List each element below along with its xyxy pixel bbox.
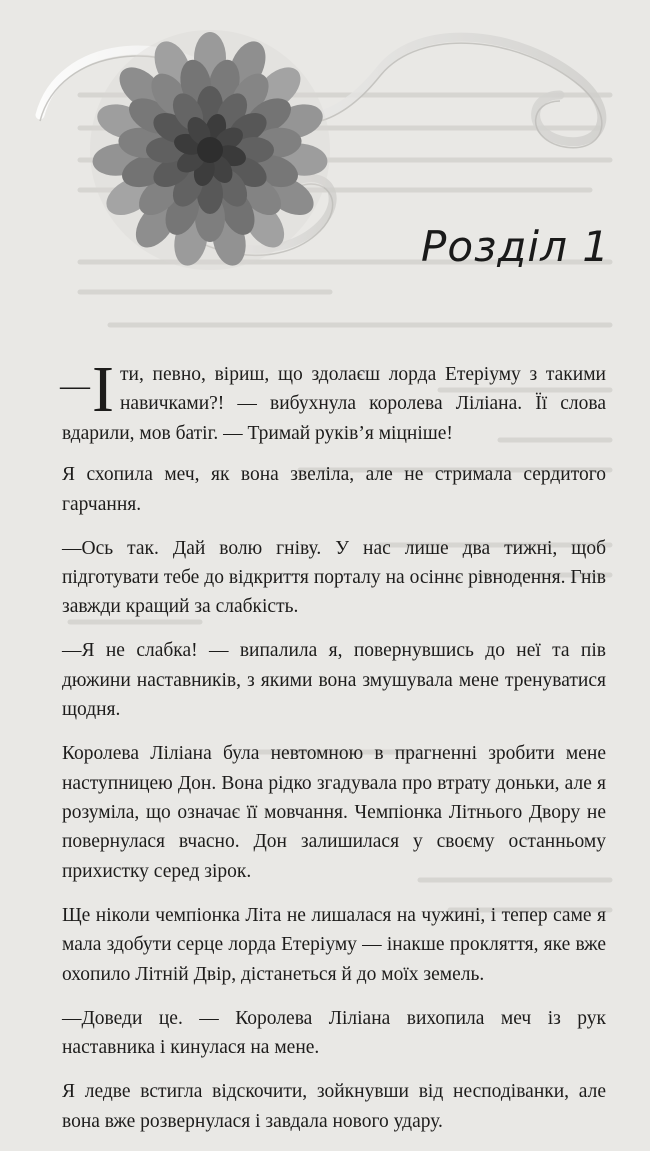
paragraph-text: ти, певно, віриш, що здолаєш лорда Етеріуму з такими навичками?! — вибухнула королева Ліліана. Її слова вдарили, мов батіг. — Тримай руків’я міцніше! bbox=[62, 364, 606, 444]
chapter-body bbox=[60, 353, 606, 1151]
chapter-title: Розділ 1 bbox=[421, 222, 610, 271]
paragraph bbox=[60, 353, 606, 448]
paragraph: —Ось так. Дай волю гніву. У нас лише два тижні, щоб підготувати тебе до відкриття порталу на осіннє рівнодення. Гнів завжди кращий за слабкість. bbox=[62, 537, 606, 618]
paragraph: Ще ніколи чемпіонка Літа не лишалася на чужині, і тепер саме я мала здобути серце лорда Етеріуму — інакше прокляття, яке вже охопило Літній Двір, дістанеться й до моїх земель. bbox=[62, 904, 606, 985]
dropcap-letter: І bbox=[92, 353, 114, 426]
paragraph: Я схопила меч, як вона звеліла, але не стримала сердитого гарчання. bbox=[62, 464, 606, 515]
paragraph: Королева Ліліана була невтомною в прагненні зробити мене наступницею Дон. Вона рідко згадувала про втрату доньки, але я розуміла, що означає її мовчання. Чемпіонка Літнього Двору не повернулася вчасно. Дон залишилася у своєму останньому прихистку серед зірок. bbox=[62, 743, 606, 882]
paragraph: Я ледве встигла відскочити, зойкнувши від несподіванки, але вона вже розвернулася і завдала нового удару. bbox=[62, 1081, 606, 1132]
dropcap-dash: — bbox=[60, 369, 90, 402]
paragraph: —Я не слабка! — випалила я, повернувшись до неї та пів дюжини наставників, з якими вона змушувала мене тренуватися щодня. bbox=[62, 640, 606, 721]
paragraph: —Доведи це. — Королева Ліліана вихопила меч із рук наставника і кинулася на мене. bbox=[62, 1007, 606, 1059]
